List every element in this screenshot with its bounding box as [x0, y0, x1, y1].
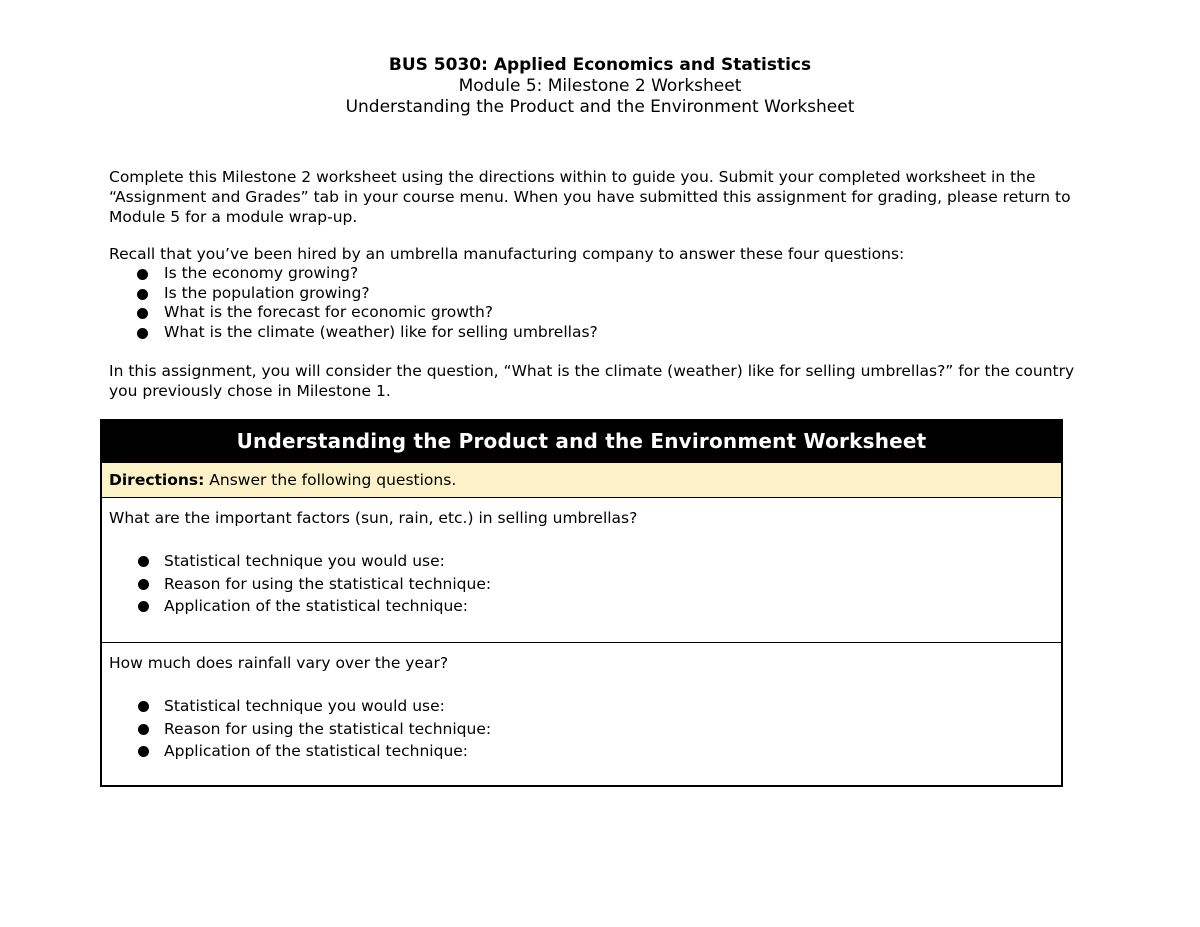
list-item-text: What is the climate (weather) like for selling umbrellas?: [164, 322, 598, 341]
bullet-icon: [138, 724, 149, 735]
list-item-text: What is the forecast for economic growth?: [164, 303, 494, 321]
bullet-icon: [138, 601, 149, 612]
question-cell-1[interactable]: [102, 498, 1061, 643]
answer-prompt: Reason for using the statistical technique:: [164, 719, 492, 738]
list-item: [138, 573, 491, 596]
answer-prompt: Application of the statistical technique:: [164, 597, 469, 615]
bullet-icon: [138, 746, 149, 757]
recall-paragraph: Recall that you’ve been hired by an umbrella manufacturing company to answer these four questions:: [109, 245, 905, 263]
list-item: [137, 323, 598, 343]
question-cell-2[interactable]: [102, 643, 1061, 785]
bullet-icon: [137, 289, 148, 300]
instructions-paragraph: Complete this Milestone 2 worksheet using the directions within to guide you. Submit your completed worksheet in the “Assignment and Grades” tab in your course menu. When you have submitted this assignment for grading, please return to Module 5 for a module wrap-up.: [109, 168, 1071, 226]
four-questions-list: [137, 264, 598, 342]
list-item: [137, 284, 598, 304]
assignment-paragraph: In this assignment, you will consider the question, “What is the climate (weather) like for selling umbrellas?” for the country you previously chose in Milestone 1.: [109, 362, 1075, 400]
directions-text: Answer the following questions.: [204, 471, 457, 489]
module-subtitle: Module 5: Milestone 2 Worksheet: [458, 76, 742, 96]
bullet-icon: [137, 328, 148, 339]
list-item: [137, 303, 598, 323]
list-item: [138, 595, 491, 618]
answer-prompt: Application of the statistical technique:: [164, 742, 469, 760]
list-item: [138, 740, 491, 763]
answer-prompts-list: [138, 695, 491, 763]
question-text: How much does rainfall vary over the year?: [109, 654, 449, 672]
answer-prompt: Reason for using the statistical technique:: [164, 574, 492, 593]
bullet-icon: [137, 308, 148, 319]
list-item: [138, 718, 491, 741]
list-item: [138, 550, 491, 573]
bullet-icon: [138, 701, 149, 712]
directions-label: Directions:: [109, 471, 205, 489]
answer-prompt: Statistical technique you would use:: [164, 697, 445, 715]
question-text: What are the important factors (sun, rain, etc.) in selling umbrellas?: [109, 509, 638, 527]
list-item: [137, 264, 598, 284]
list-item-text: Is the population growing?: [164, 283, 370, 302]
worksheet-heading: Understanding the Product and the Environment Worksheet: [345, 97, 855, 117]
worksheet-table-title: Understanding the Product and the Environment Worksheet: [102, 421, 1061, 462]
answer-prompts-list: [138, 550, 491, 618]
course-title: BUS 5030: Applied Economics and Statistics: [388, 55, 812, 75]
directions-row: [102, 462, 1061, 498]
worksheet-table: [100, 419, 1063, 787]
bullet-icon: [138, 556, 149, 567]
answer-prompt: Statistical technique you would use:: [164, 552, 445, 570]
bullet-icon: [137, 269, 148, 280]
bullet-icon: [138, 579, 149, 590]
list-item: [138, 695, 491, 718]
list-item-text: Is the economy growing?: [164, 264, 359, 282]
